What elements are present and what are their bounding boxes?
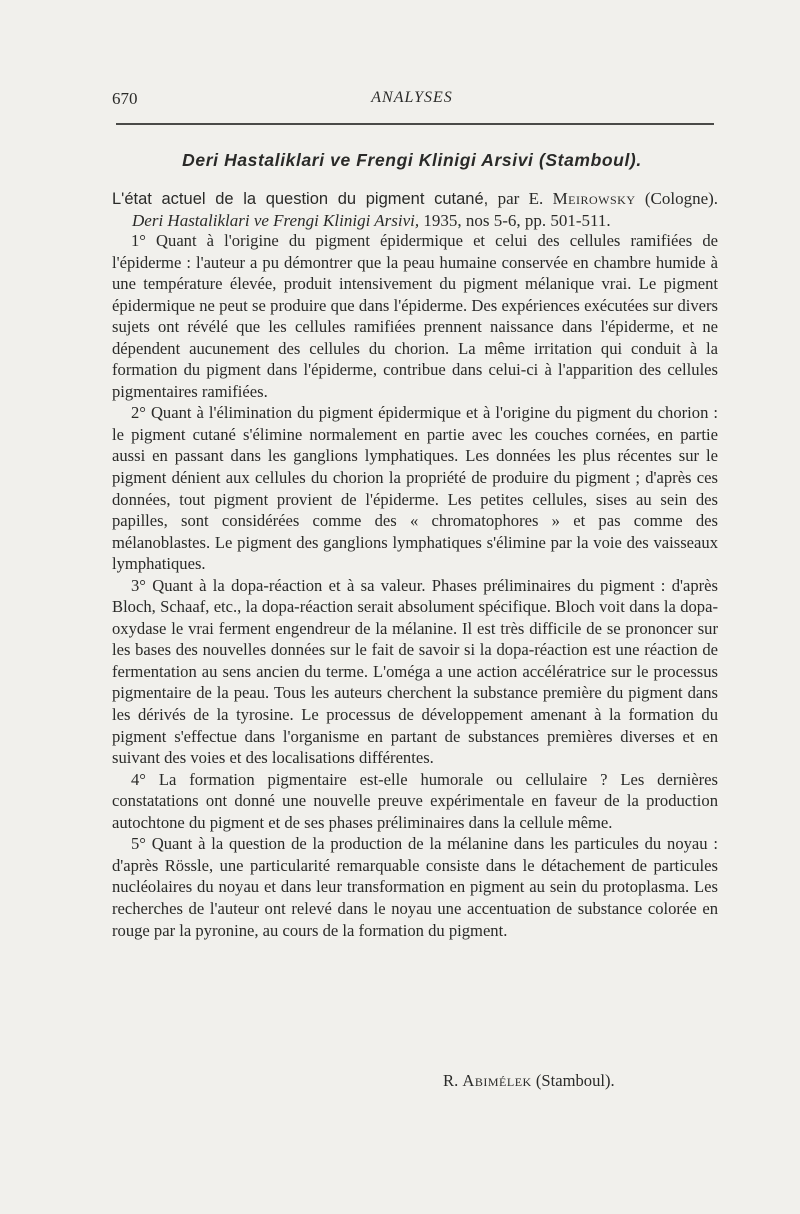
paragraph-4: 4° La formation pigmentaire est-elle humorale ou cellulaire ? Les dernières constatations ont donné une nouvelle preuve expérimentale en faveur de la production autochtone du pigment et de ses phases préliminaires dans la cellule même.	[112, 769, 718, 832]
paragraph-1: 1° Quant à l'origine du pigment épidermique et celui des cellules ramifiées de l'épiderme : l'auteur a pu démontrer que la peau humaine conservée en chambre humide à une température élevée, produit intensivement du pigment mélanique vrai. Le pigment épidermique ne peut se produire que dans l'épiderme. Des expériences exécutées sur divers sujets ont révélé que les cellules ramifiées prennent naissance dans l'épiderme, et ne dépendent aucunement des cellules du chorion. La même irritation qui conduit à la formation du pigment dans l'épiderme, contribue dans celui-ci à l'apparition des cellules pigmentaires ramifiées.	[112, 231, 718, 401]
signature	[443, 1071, 615, 1091]
article-body	[112, 230, 718, 941]
paragraph-5: 5° Quant à la question de la production de la mélanine dans les particules du noyau : d'après Rössle, une particularité remarquable consiste dans le détachement de particules nucléolaires du noyau et dans leur transformation en pigment au sein du protoplasma. Les recherches de l'auteur ont relevé dans le noyau une accentuation de substance colorée en rouge par la pyronine, au cours de la formation du pigment.	[112, 834, 718, 940]
paragraph-2: 2° Quant à l'élimination du pigment épidermique et à l'origine du pigment du chorion : le pigment cutané s'élimine normalement en partie avec les couches cornées, en partie aussi en passant dans les ganglions lymphatiques. Les données les plus récentes sur le pigment dénient aux cellules du chorion la propriété de produire du pigment ; d'après ces données, tout pigment provient de l'épiderme. Les petites cellules, sises au sein des papilles, sont considérées comme des « chromatophores » et pas comme des mélanoblastes. Le pigment des ganglions lymphatiques s'élimine par la voie des vaisseaux lymphatiques.	[112, 403, 718, 574]
article-heading-line-2	[112, 210, 718, 231]
article-heading-line-1	[112, 188, 718, 210]
page-number: 670	[112, 89, 138, 108]
signature-place: (Stamboul).	[535, 1071, 615, 1090]
article-by: par E.	[497, 189, 544, 208]
journal-title: Deri Hastaliklari ve Frengi Klinigi Arsivi (Stamboul).	[182, 150, 642, 170]
running-title: ANALYSES	[371, 89, 453, 106]
article-title: L'état actuel de la question du pigment cutané,	[112, 190, 489, 208]
signature-initial: R.	[443, 1071, 459, 1090]
paragraph-3: 3° Quant à la dopa-réaction et à sa valeur. Phases préliminaires du pigment : d'après Bloch, Schaaf, etc., la dopa-réaction serait absolument spécifique. Bloch voit dans la dopa-oxydase le vrai ferment engendreur de la mélanine. Il est très difficile de se prononcer sur les bases des nouvelles données sur le fait de savoir si la dopa-réaction est une réaction de fermentation au sens ancien du terme. L'oméga a une action accélératrice sur le processus pigmentaire de la peau. Tous les auteurs cherchent la substance première du pigment dans les dérivés de la tyrosine. Le processus de développement amenant à la formation du pigment s'effectue dans l'organisme en partant de substances premières diverses et en suivant des voies et des localisations différentes.	[112, 575, 718, 768]
article-heading	[112, 188, 718, 231]
source-journal: Deri Hastaliklari ve Frengi Klinigi Arsivi,	[132, 211, 420, 230]
signature-name: Abimélek	[462, 1071, 532, 1090]
running-head	[112, 89, 712, 113]
source-details: 1935, nos 5-6, pp. 501-511.	[423, 211, 611, 230]
article-affiliation: (Cologne).	[644, 189, 719, 208]
header-rule	[116, 123, 714, 125]
article-author: Meirowsky	[552, 189, 636, 208]
